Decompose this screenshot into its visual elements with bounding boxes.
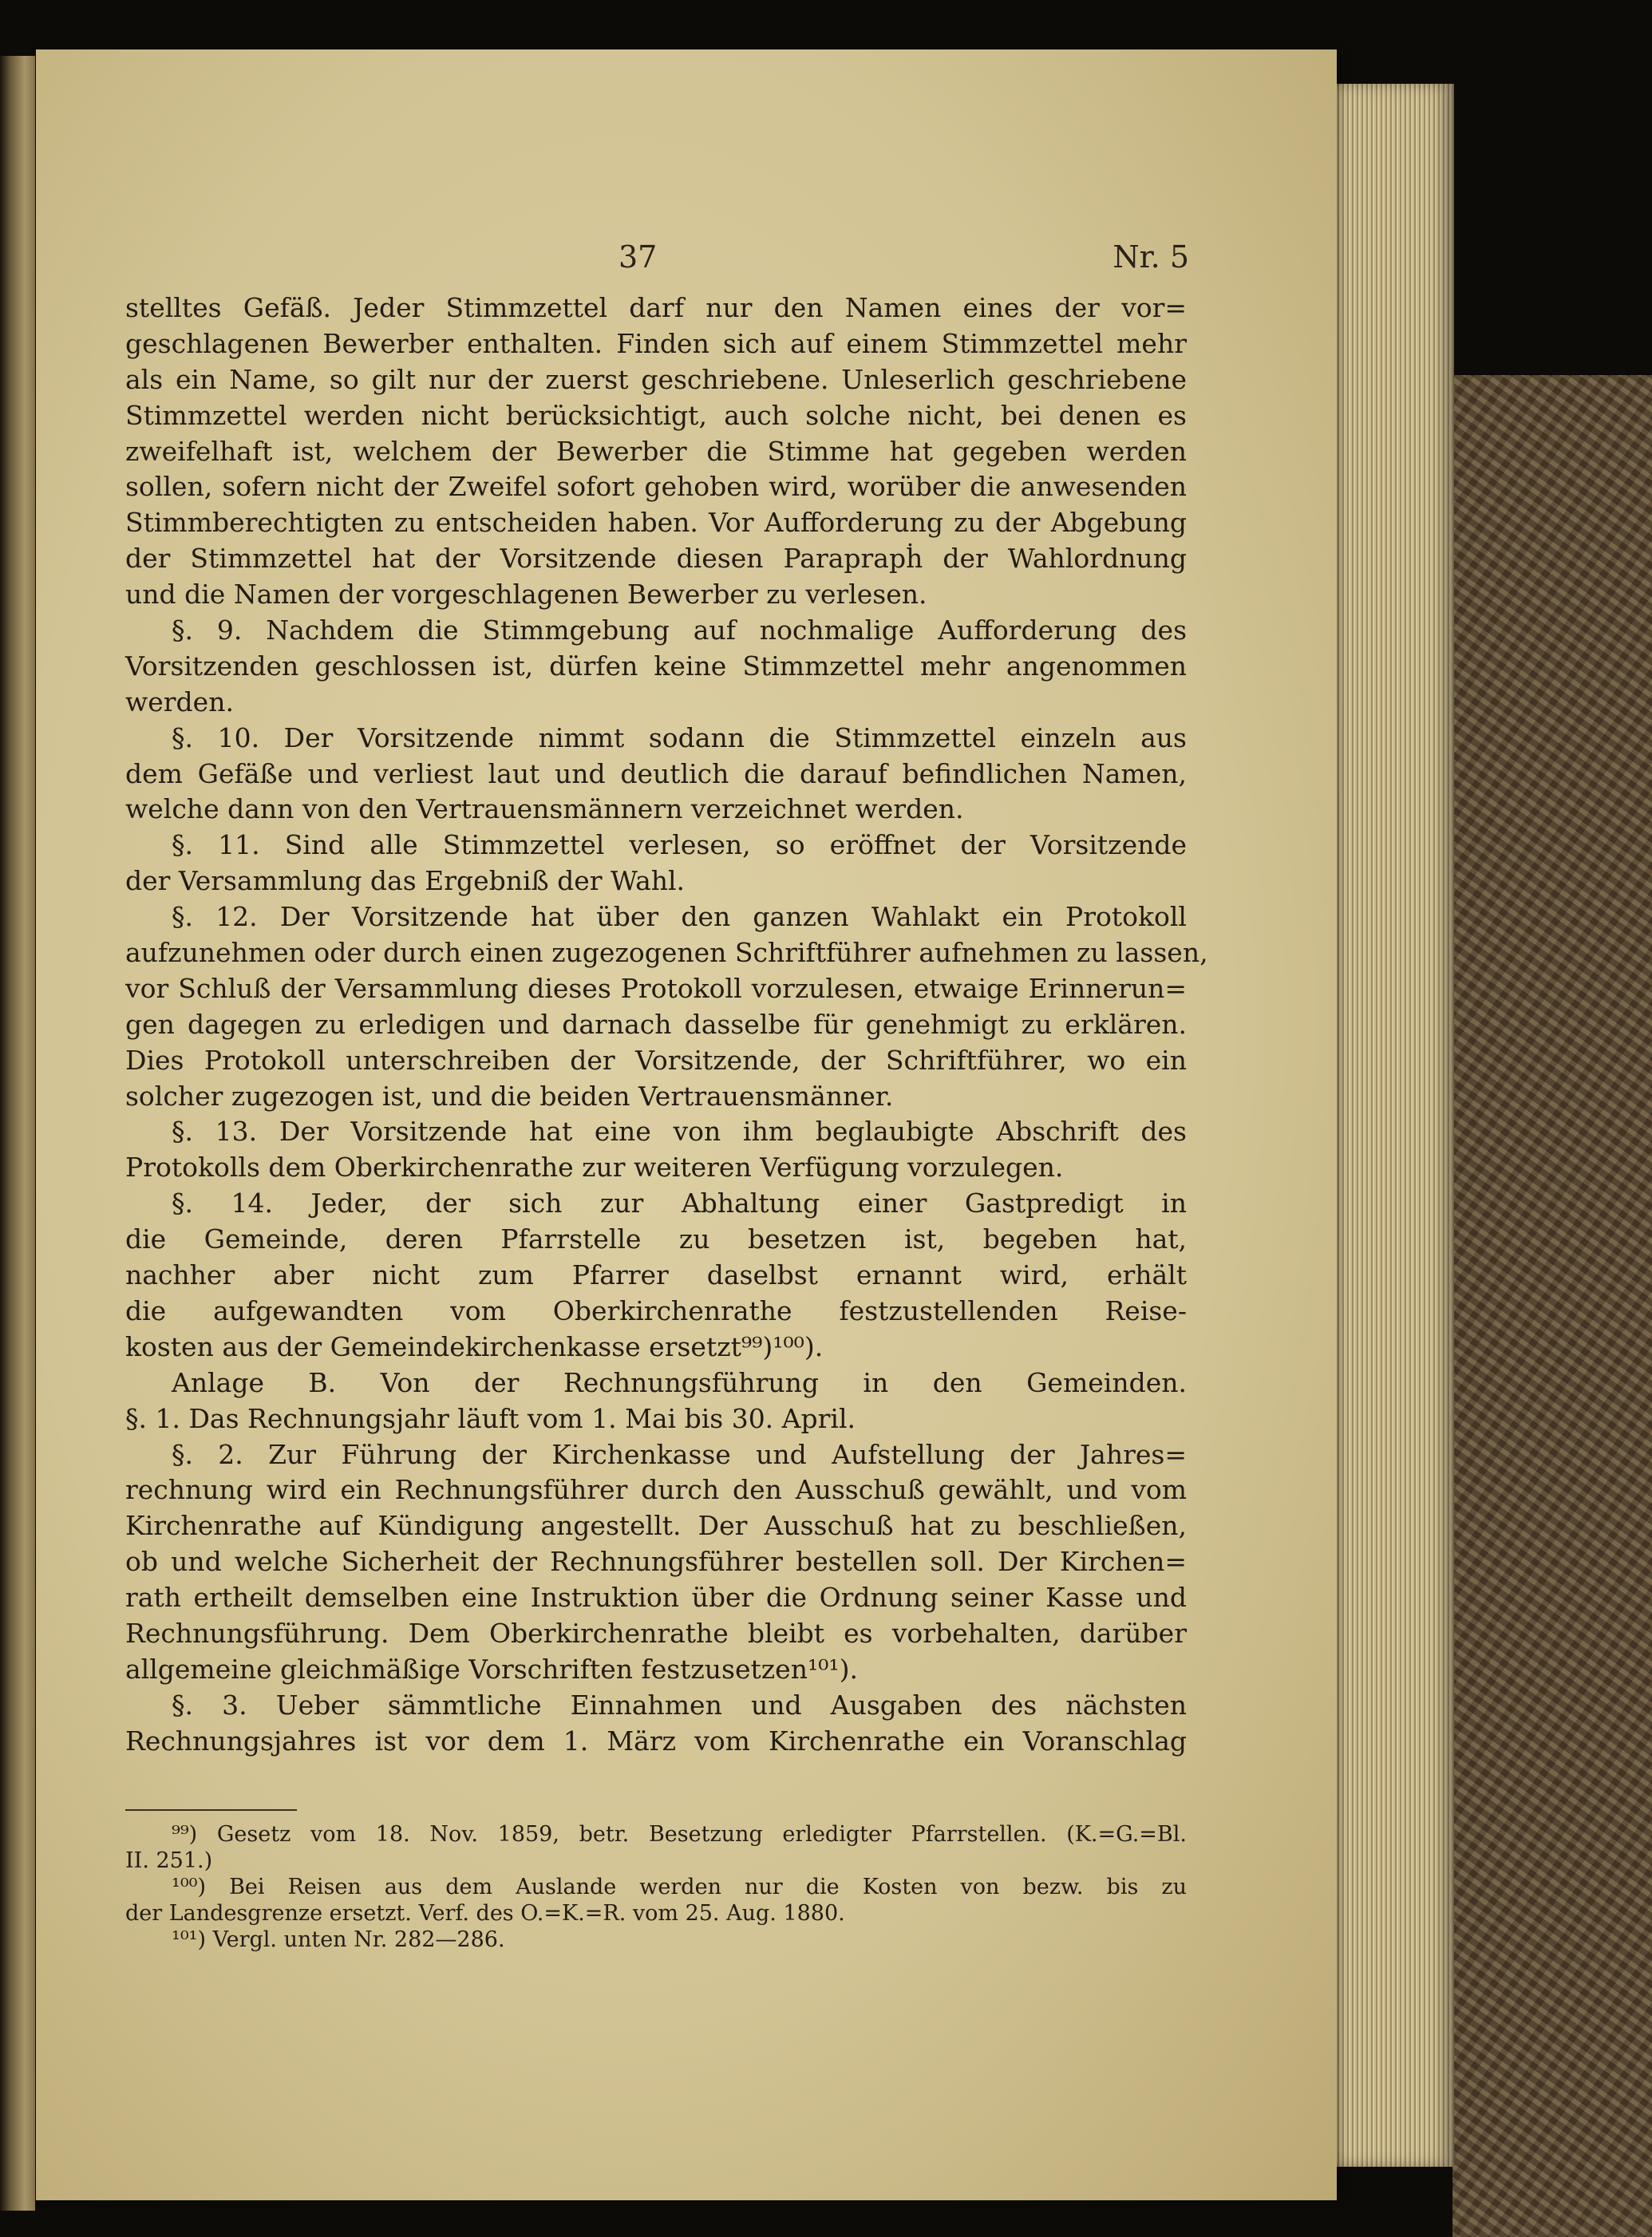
text-line: rechnung wird ein Rechnungsführer durch den Ausschuß gewählt, und vom	[125, 1474, 1187, 1506]
text-line: kosten aus der Gemeindekirchenkasse ersetzt⁹⁹)¹⁰⁰).	[125, 1330, 824, 1362]
text-line: rath ertheilt demselben eine Instruktion über die Ordnung seiner Kasse und	[125, 1582, 1187, 1614]
series-number: Nr. 5	[1113, 239, 1189, 275]
page-header	[36, 239, 1337, 287]
text-line: geschlagenen Bewerber enthalten. Finden sich auf einem Stimmzettel mehr	[125, 327, 1187, 359]
footnote-99: ⁹⁹) Gesetz vom 18. Nov. 1859, betr. Besetzung erledigter Pfarrstellen. (K.=G.=Bl.	[172, 1822, 1187, 1847]
footnote-line: II. 251.)	[125, 1848, 213, 1873]
text-line: der Stimmzettel hat der Vorsitzende diesen Paraprapḣ der Wahlordnung	[125, 543, 1187, 575]
page-number: 37	[619, 239, 658, 275]
marbled-cover-board	[1452, 375, 1652, 2237]
text-line: Stimmzettel werden nicht berücksichtigt, auch solche nicht, bei denen es	[125, 399, 1187, 431]
text-line: allgemeine gleichmäßige Vorschriften festzusetzen¹⁰¹).	[125, 1653, 859, 1685]
section-12-line: §. 12. Der Vorsitzende hat über den ganzen Wahlakt ein Protokoll	[172, 901, 1187, 933]
section-9-line: §. 9. Nachdem die Stimmgebung auf nochmalige Aufforderung des	[172, 615, 1187, 646]
section-10-line: §. 10. Der Vorsitzende nimmt sodann die Stimmzettel einzeln aus	[172, 721, 1187, 753]
body-text	[125, 290, 1208, 1760]
text-line: und die Namen der vorgeschlagenen Bewerber zu verlesen.	[125, 579, 927, 611]
text-line: Rechnungsführung. Dem Oberkirchenrathe bleibt es vorbehalten, darüber	[125, 1617, 1187, 1649]
text-line: werden.	[125, 686, 234, 717]
text-line: Kirchenrathe auf Kündigung angestellt. Der Ausschuß hat zu beschließen,	[125, 1510, 1187, 1542]
text-line: solcher zugezogen ist, und die beiden Vertrauensmänner.	[125, 1080, 894, 1112]
text-line: gen dagegen zu erledigen und darnach dasselbe für genehmigt zu erklären.	[125, 1008, 1187, 1040]
text-line: nachher aber nicht zum Pfarrer daselbst ernannt wird, erhält	[125, 1259, 1187, 1291]
section-2-line: §. 2. Zur Führung der Kirchenkasse und Aufstellung der Jahres=	[172, 1438, 1187, 1470]
text-line: zweifelhaft ist, welchem der Bewerber die Stimme hat gegeben werden	[125, 435, 1187, 467]
left-page-edge	[0, 56, 35, 2211]
text-line: aufzunehmen oder durch einen zugezogenen Schriftführer aufnehmen zu lassen,	[125, 937, 1208, 969]
text-line: als ein Name, so gilt nur der zuerst geschriebene. Unleserlich geschriebene	[125, 363, 1187, 395]
text-line: vor Schluß der Versammlung dieses Protokoll vorzulesen, etwaige Erinnerun=	[125, 972, 1187, 1004]
section-1-line: §. 1. Das Rechnungsjahr läuft vom 1. Mai bis 30. April.	[125, 1402, 856, 1434]
section-13-line: §. 13. Der Vorsitzende hat eine von ihm beglaubigte Abschrift des	[172, 1116, 1187, 1148]
text-line: ob und welche Sicherheit der Rechnungsführer bestellen soll. Der Kirchen=	[125, 1546, 1187, 1578]
text-line: stelltes Gefäß. Jeder Stimmzettel darf nur den Namen eines der vor=	[125, 292, 1187, 323]
footnote-line: der Landesgrenze ersetzt. Verf. des O.=K.=R. vom 25. Aug. 1880.	[125, 1901, 845, 1926]
footnotes	[125, 1821, 1187, 1953]
text-line: welche dann von den Vertrauensmännern verzeichnet werden.	[125, 793, 964, 825]
text-line: Dies Protokoll unterschreiben der Vorsitzende, der Schriftführer, wo ein	[125, 1044, 1187, 1076]
text-line: Stimmberechtigten zu entscheiden haben. Vor Aufforderung zu der Abgebung	[125, 507, 1187, 539]
section-3-line: §. 3. Ueber sämmtliche Einnahmen und Ausgaben des nächsten	[172, 1689, 1187, 1721]
section-11-line: §. 11. Sind alle Stimmzettel verlesen, so eröffnet der Vorsitzende	[172, 829, 1187, 861]
text-line: die Gemeinde, deren Pfarrstelle zu besetzen ist, begeben hat,	[125, 1223, 1187, 1255]
text-line: dem Gefäße und verliest laut und deutlich die darauf befindlichen Namen,	[125, 757, 1187, 789]
annex-b-heading: Anlage B. Von der Rechnungsführung in den Gemeinden.	[172, 1366, 1187, 1398]
book-page	[36, 49, 1337, 2200]
text-line: Rechnungsjahres ist vor dem 1. März vom Kirchenrathe ein Voranschlag	[125, 1725, 1187, 1757]
text-line: Vorsitzenden geschlossen ist, dürfen keine Stimmzettel mehr angenommen	[125, 650, 1187, 682]
text-line: sollen, sofern nicht der Zweifel sofort gehoben wird, worüber die anwesenden	[125, 471, 1187, 503]
footnote-100: ¹⁰⁰) Bei Reisen aus dem Auslande werden nur die Kosten von bezw. bis zu	[172, 1875, 1187, 1899]
section-14-line: §. 14. Jeder, der sich zur Abhaltung einer Gastpredigt in	[172, 1188, 1187, 1219]
page-block-edges	[1326, 84, 1454, 2167]
text-line: Protokolls dem Oberkirchenrathe zur weiteren Verfügung vorzulegen.	[125, 1152, 1064, 1184]
footnote-rule	[125, 1809, 297, 1811]
text-line: der Versammlung das Ergebniß der Wahl.	[125, 865, 686, 897]
text-line: die aufgewandten vom Oberkirchenrathe festzustellenden Reise-	[125, 1294, 1187, 1326]
footnote-101: ¹⁰¹) Vergl. unten Nr. 282—286.	[172, 1927, 505, 1952]
